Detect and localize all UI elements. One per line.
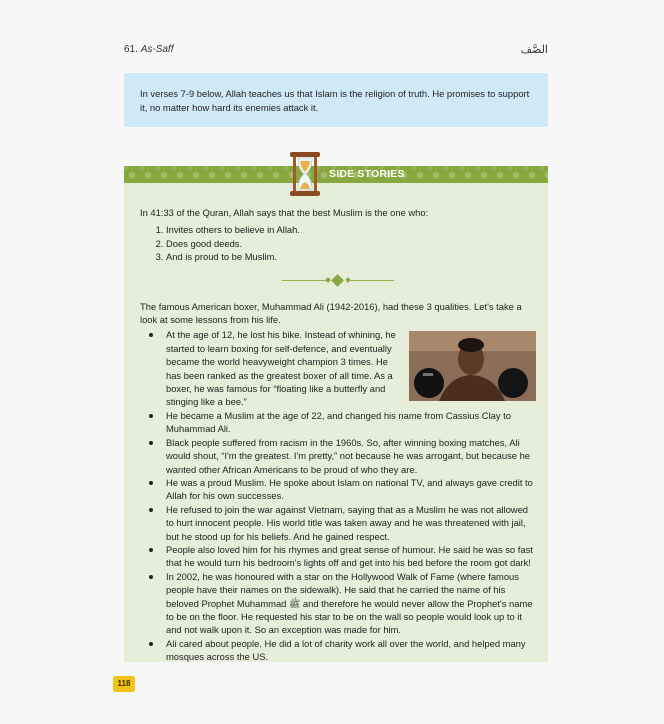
side-stories-panel bbox=[124, 166, 548, 662]
chapter-name: As-Saff bbox=[140, 44, 174, 55]
side-stories-title: SIDE STORIES bbox=[329, 168, 405, 180]
list-item: Black people suffered from racism in the 1960s. So, after winning boxing matches, Ali would shout, “I'm the greatest. I'm pretty,” not because he was arrogant, but because he wanted other African Americans to be proud of who they are. bbox=[166, 436, 536, 476]
list-item: 2. Does good deeds. bbox=[166, 237, 536, 250]
list-item: In 2002, he was honoured with a star on the Hollywood Walk of Fame (where famous people have their names on the sidewalk). He said that he carried the name of his beloved Prophet Muhammad ﷺ and therefore he would never allow the Prophet's name to be on the floor. He requested his star to be on the wall so people would look up to it and not walk upon it. So an exception was made for him. bbox=[166, 570, 536, 637]
intro-text: In verses 7-9 below, Allah teaches us that Islam is the religion of truth. He promises to support it, no matter how hard its enemies attack it. bbox=[140, 88, 530, 113]
intro-box bbox=[124, 73, 548, 127]
list-item: People also loved him for his rhymes and great sense of humour. He said he was so fast that he would turn his bedroom's lights off and get into his bed before the room got dark! bbox=[166, 543, 536, 570]
list-item: He became a Muslim at the age of 22, and changed his name from Cassius Clay to Muhammad Ali. bbox=[166, 409, 536, 436]
hourglass-icon bbox=[288, 151, 322, 197]
list-item: Ali cared about people. He did a lot of charity work all over the world, and helped many mosques across the US. bbox=[166, 637, 536, 664]
list-item: 1. Invites others to believe in Allah. bbox=[166, 223, 536, 236]
quran-reference-text: In 41:33 of the Quran, Allah says that the best Muslim is the one who: bbox=[140, 207, 429, 218]
side-stories-body bbox=[140, 206, 536, 664]
ornament-divider bbox=[140, 270, 536, 292]
qualities-list bbox=[140, 223, 536, 263]
list-item: He was a proud Muslim. He spoke about Islam on national TV, and always gave credit to Allah for his own successes. bbox=[166, 476, 536, 503]
list-item: At the age of 12, he lost his bike. Instead of whining, he started to learn boxing for self-defence, and eventually became the world heavyweight champion 3 times. He has been ranked as the greatest boxer of all time. As a boxer, he was famous for “floating like a butterfly and stinging like a bee.” bbox=[166, 328, 536, 408]
page-number-badge: 118 bbox=[113, 676, 135, 692]
page-header bbox=[124, 44, 548, 60]
list-item: He refused to join the war against Vietnam, saying that as a Muslim he was not allowed to hurt innocent people. His world title was taken away and he was threatened with jail, but he stood up for his beliefs. And he gained respect. bbox=[166, 503, 536, 543]
side-stories-banner bbox=[124, 166, 548, 183]
chapter-label bbox=[124, 44, 173, 55]
ali-facts-list bbox=[140, 328, 536, 663]
chapter-number: 61. bbox=[124, 44, 138, 55]
chapter-arabic-title: الصَّف bbox=[520, 43, 548, 56]
ali-intro-text: The famous American boxer, Muhammad Ali (1942-2016), had these 3 qualities. Let's take a look at some lessons from his life. bbox=[140, 300, 522, 326]
list-item: 3. And is proud to be Muslim. bbox=[166, 250, 536, 263]
